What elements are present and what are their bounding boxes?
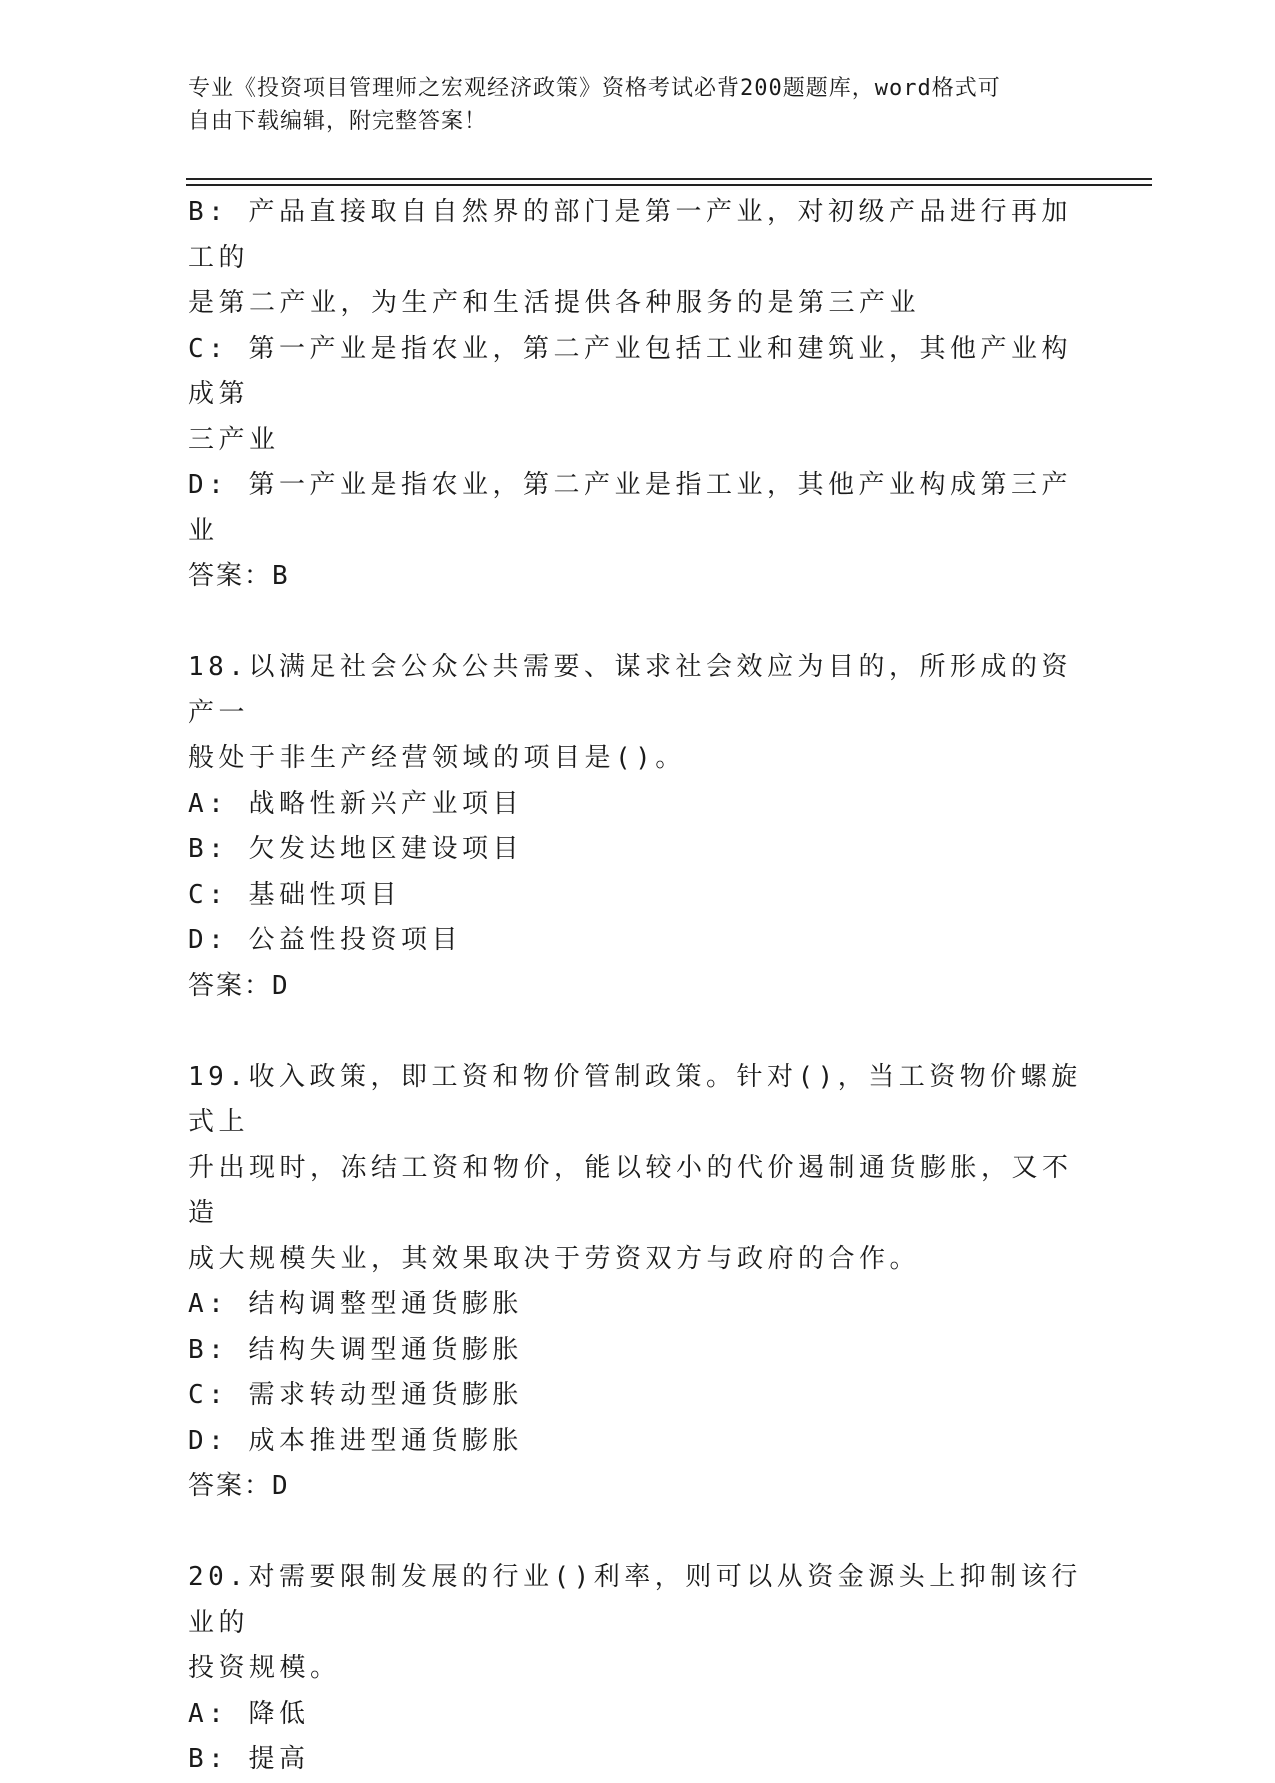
question-19: [188, 1055, 1088, 1510]
q17-option-b-line-2: 是第二产业，为生产和生活提供各种服务的是第三产业: [188, 288, 921, 318]
q19-stem-line-3: 成大规模失业，其效果取决于劳资双方与政府的合作。: [188, 1243, 921, 1274]
header-divider-top: [186, 178, 1152, 180]
q20-stem-line-2: 投资规模。: [188, 1653, 341, 1683]
q18-answer: 答案：D: [188, 970, 290, 1001]
q17-answer: 答案：B: [188, 561, 290, 591]
spacer: [188, 1510, 1088, 1556]
q18-option-b: B: 欠发达地区建设项目: [188, 834, 523, 864]
q20-option-b: B: 提高: [188, 1744, 310, 1774]
q19-stem-line-2: 升出现时，冻结工资和物价，能以较小的代价遏制通货膨胀，又不造: [188, 1152, 1073, 1228]
q19-stem-line-1: 19.收入政策，即工资和物价管制政策。针对()，当工资物价螺旋式上: [188, 1061, 1082, 1137]
q19-option-c: C: 需求转动型通货膨胀: [188, 1380, 523, 1410]
q20-option-a: A: 降低: [188, 1698, 310, 1729]
q17-option-b-line-1: B: 产品直接取自自然界的部门是第一产业，对初级产品进行再加工的: [188, 197, 1072, 273]
q17-option-d: D: 第一产业是指农业，第二产业是指工业，其他产业构成第三产业: [188, 470, 1072, 546]
spacer: [188, 1009, 1088, 1055]
q17-option-c-line-2: 三产业: [188, 424, 280, 455]
question-20: [188, 1555, 1088, 1783]
question-17: [188, 190, 1088, 600]
q19-option-d: D: 成本推进型通货膨胀: [188, 1425, 523, 1456]
q19-option-b: B: 结构失调型通货膨胀: [188, 1334, 523, 1365]
header-divider-bottom: [186, 184, 1152, 186]
q17-option-c-line-1: C: 第一产业是指农业，第二产业包括工业和建筑业，其他产业构成第: [188, 333, 1072, 409]
q20-stem-line-1: 20.对需要限制发展的行业()利率，则可以从资金源头上抑制该行业的: [188, 1562, 1082, 1638]
q18-stem-line-2: 般处于非生产经营领域的项目是()。: [188, 743, 686, 773]
q18-option-a: A: 战略性新兴产业项目: [188, 788, 523, 819]
question-list: [188, 190, 1088, 1783]
q18-stem-line-1: 18.以满足社会公众公共需要、谋求社会效应为目的，所形成的资产一: [188, 652, 1072, 728]
q19-option-a: A: 结构调整型通货膨胀: [188, 1289, 523, 1319]
header-line-2: 自由下载编辑，附完整答案！: [188, 109, 488, 134]
header-line-1: 专业《投资项目管理师之宏观经济政策》资格考试必背200题题库，word格式可: [188, 76, 1001, 101]
document-header: [188, 72, 1068, 138]
spacer: [188, 600, 1088, 646]
q19-answer: 答案：D: [188, 1471, 290, 1501]
q18-option-d: D: 公益性投资项目: [188, 925, 462, 955]
question-18: [188, 645, 1088, 1009]
q18-option-c: C: 基础性项目: [188, 879, 401, 910]
